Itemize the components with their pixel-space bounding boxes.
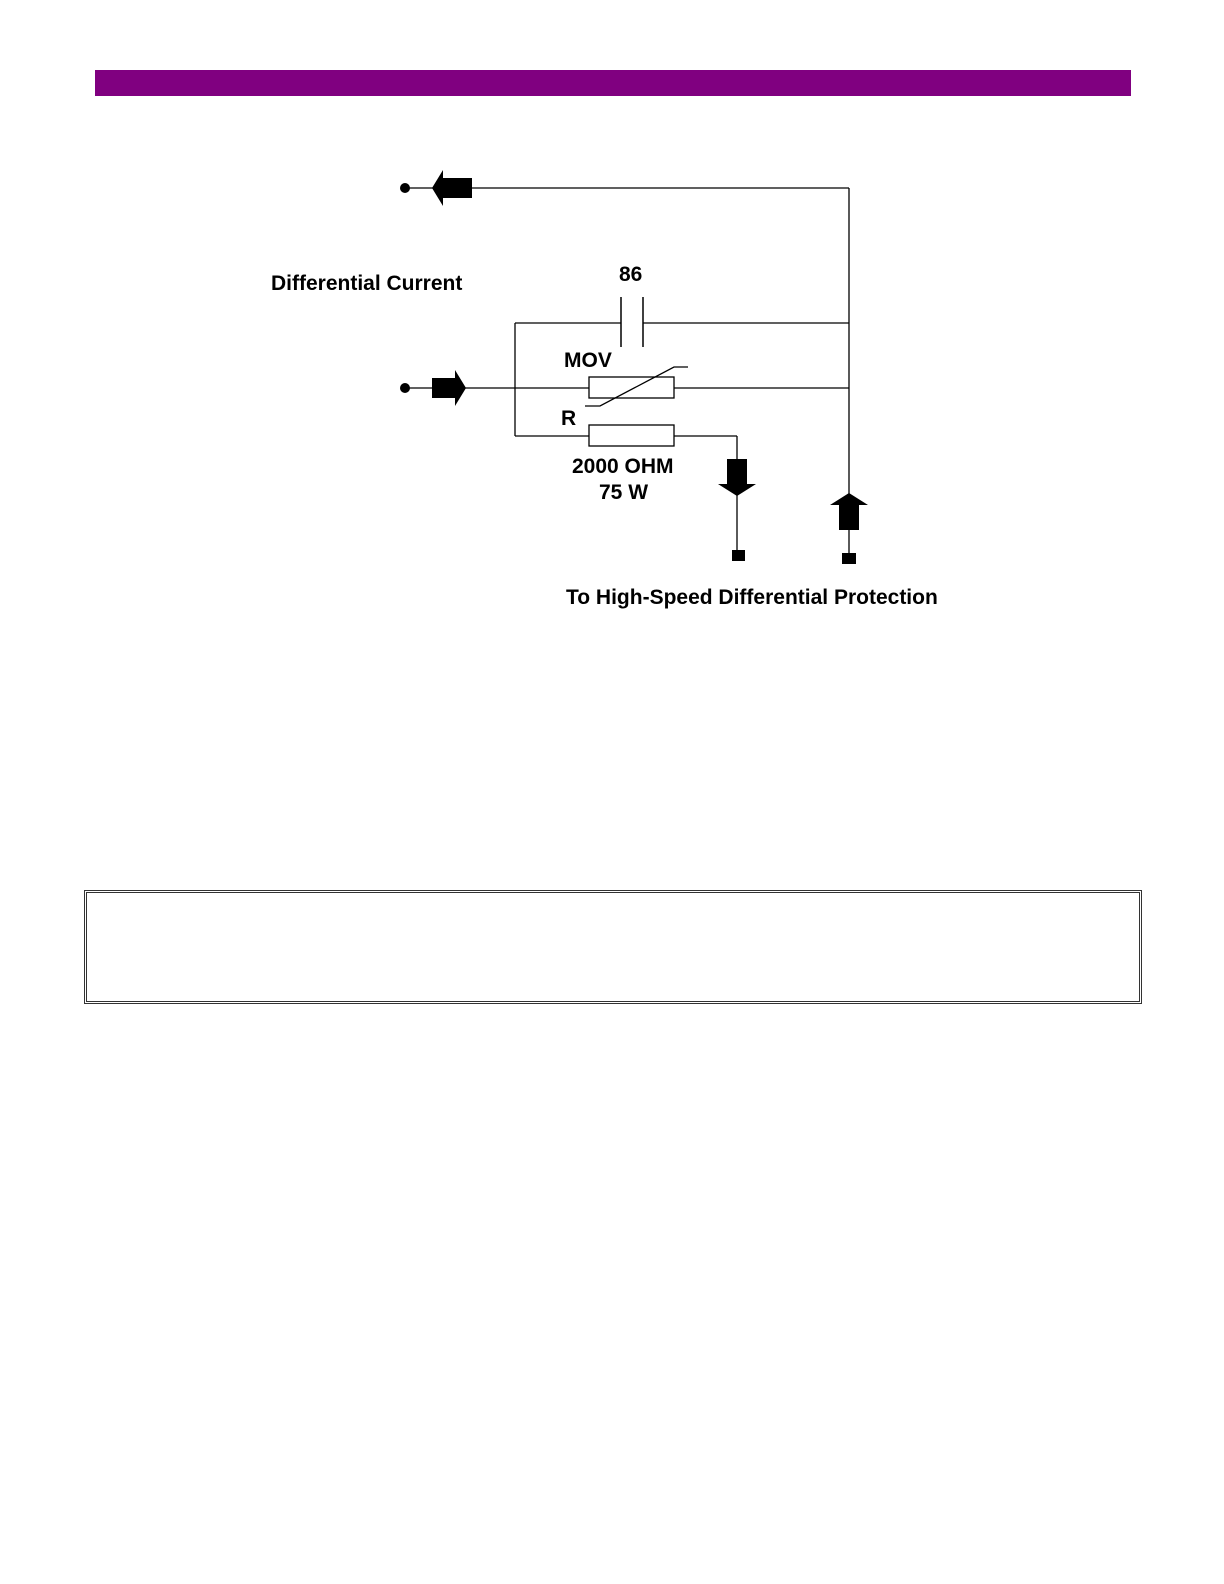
- label-mov: MOV: [564, 349, 612, 372]
- label-resistor-power: 75 W: [599, 481, 649, 504]
- label-differential-current: Differential Current: [271, 272, 463, 295]
- terminal-output-left: [732, 550, 745, 561]
- caption-output: To High-Speed Differential Protection: [566, 586, 938, 609]
- mov-body: [589, 377, 674, 398]
- label-resistor: R: [561, 407, 577, 430]
- terminal-output-right: [842, 553, 856, 564]
- resistor-body: [589, 425, 674, 446]
- arrow-left-icon: [432, 170, 472, 206]
- terminal-input-left: [400, 383, 410, 393]
- arrow-up-icon: [830, 493, 868, 530]
- note-box: [84, 890, 1142, 1004]
- circuit-diagram: [0, 0, 1224, 700]
- arrow-right-icon: [432, 370, 466, 406]
- mov-symbol: [585, 367, 688, 406]
- terminal-top-left: [400, 183, 410, 193]
- label-resistor-value: 2000 OHM: [572, 455, 674, 478]
- label-relay-86: 86: [619, 263, 643, 286]
- arrow-down-icon: [718, 459, 756, 496]
